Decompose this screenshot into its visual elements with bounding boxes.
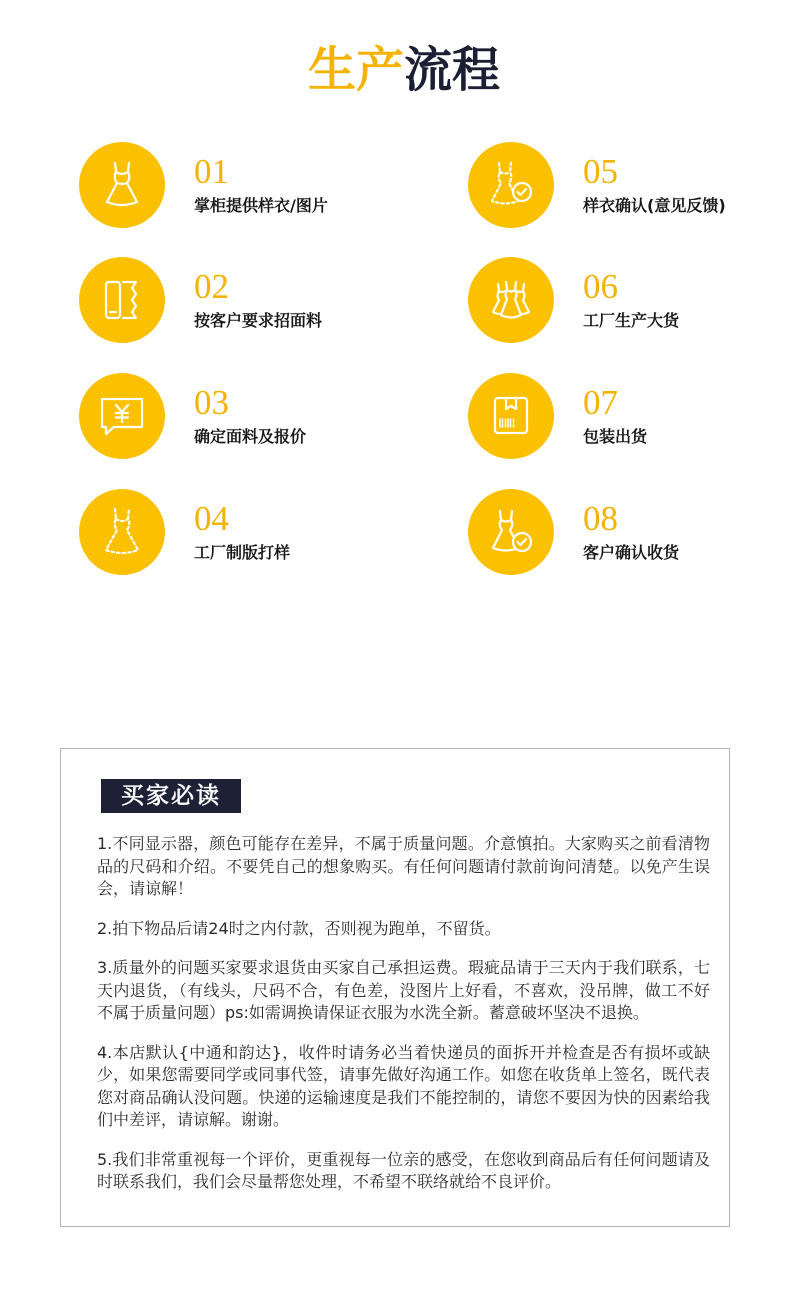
received-confirm-icon bbox=[468, 489, 554, 575]
step-number: 03 bbox=[194, 383, 229, 422]
notice-paragraph: 5.我们非常重视每一个评价，更重视每一位亲的感受，在您收到商品后有任何问题请及时联系我们，我们会尽量帮您处理，不希望不联络就给不良评价。 bbox=[97, 1149, 710, 1191]
step-number: 01 bbox=[194, 152, 229, 191]
step-circle bbox=[79, 489, 165, 575]
notice-paragraph: 2.拍下物品后请24时之内付款，否则视为跑单，不留货。 bbox=[97, 918, 501, 938]
step-number: 08 bbox=[583, 499, 618, 538]
step-08 bbox=[468, 489, 768, 575]
step-circle bbox=[468, 373, 554, 459]
mass-production-icon bbox=[468, 257, 554, 343]
step-label: 掌柜提供样衣/图片 bbox=[194, 196, 328, 215]
fabric-swatch-icon bbox=[79, 257, 165, 343]
dress-icon bbox=[79, 142, 165, 228]
step-circle bbox=[468, 142, 554, 228]
step-circle bbox=[468, 489, 554, 575]
step-circle bbox=[79, 257, 165, 343]
step-07 bbox=[468, 373, 768, 459]
buyer-notice-box bbox=[60, 748, 730, 1227]
step-circle bbox=[79, 142, 165, 228]
step-number: 07 bbox=[583, 383, 618, 422]
title-wrap bbox=[0, 44, 790, 96]
step-circle bbox=[79, 373, 165, 459]
step-number: 05 bbox=[583, 152, 618, 191]
step-label: 包装出货 bbox=[583, 427, 648, 446]
notice-paragraph: 1.不同显示器，颜色可能存在差异，不属于质量问题。介意慎拍。大家购买之前看清物品的尺码和介绍。不要凭自己的想象购买。有任何问题请付款前询问清楚。以免产生误会，请谅解！ bbox=[97, 834, 710, 898]
dashed-dress-pattern-icon bbox=[79, 489, 165, 575]
page-title: 生产流程 bbox=[307, 42, 500, 98]
notice-paragraph: 4.本店默认{中通和韵达}，收件时请务必当着快递员的面拆开并检查是否有损坏或缺少，如果您需要同学或同事代签，请事先做好沟通工作。如您在收货单上签名，既代表您对商品确认没问题。快递的运输速度是我们不能控制的，请您不要因为快的因素给我们中差评，请谅解。谢谢。 bbox=[97, 1042, 710, 1129]
step-label: 客户确认收货 bbox=[583, 543, 680, 562]
price-quote-icon bbox=[79, 373, 165, 459]
step-number: 02 bbox=[194, 267, 229, 306]
step-number: 06 bbox=[583, 267, 618, 306]
step-03 bbox=[79, 373, 379, 459]
step-label: 样衣确认(意见反馈) bbox=[583, 196, 726, 215]
sample-confirm-icon bbox=[468, 142, 554, 228]
step-05 bbox=[468, 142, 768, 228]
step-label: 工厂生产大货 bbox=[583, 311, 680, 330]
notice-paragraph: 3.质量外的问题买家要求退货由买家自己承担运费。瑕疵品请于三天内于我们联系，七天内退货，（有线头，尺码不合，有色差，没图片上好看，不喜欢，没吊牌，做工不好不属于质量问题）ps:如需调换请保证衣服为水洗全新。蓄意破坏坚决不退换。 bbox=[97, 958, 710, 1022]
step-06 bbox=[468, 257, 768, 343]
package-icon bbox=[468, 373, 554, 459]
step-04 bbox=[79, 489, 379, 575]
notice-body bbox=[97, 833, 710, 1211]
step-number: 04 bbox=[194, 499, 229, 538]
step-02 bbox=[79, 257, 379, 343]
notice-heading: 买家必读 bbox=[101, 779, 241, 813]
step-label: 按客户要求招面料 bbox=[194, 311, 323, 330]
step-label: 工厂制版打样 bbox=[194, 543, 291, 562]
step-01 bbox=[79, 142, 379, 228]
step-label: 确定面料及报价 bbox=[194, 427, 307, 446]
step-circle bbox=[468, 257, 554, 343]
